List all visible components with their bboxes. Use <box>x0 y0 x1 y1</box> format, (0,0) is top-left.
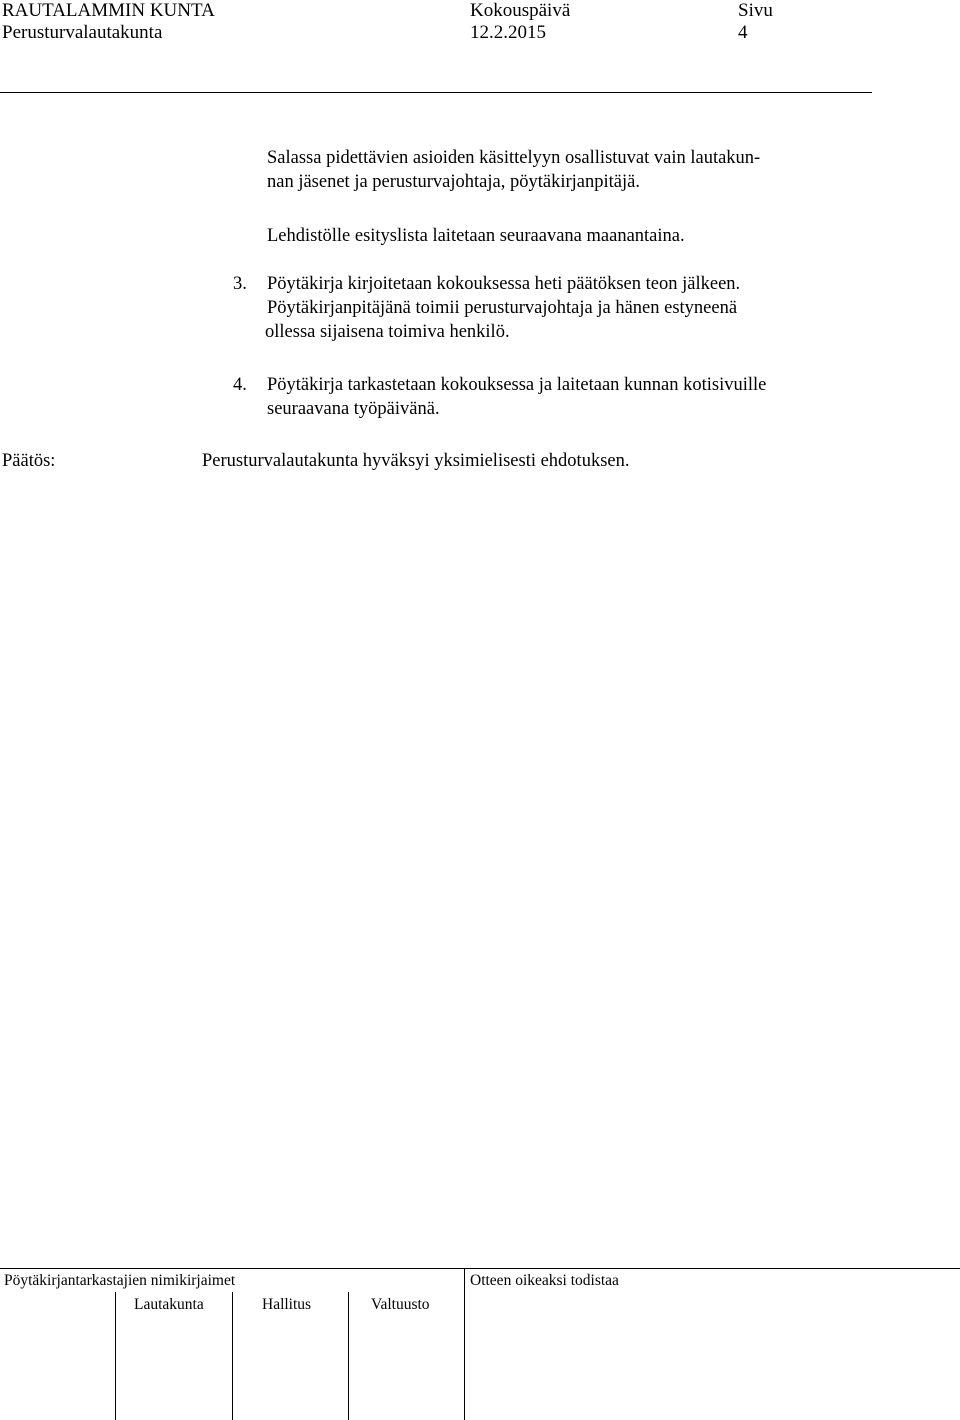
board-name: Perusturvalautakunta <box>2 22 163 43</box>
column-board: Lautakunta <box>134 1296 204 1313</box>
footer-divider-2 <box>232 1292 233 1420</box>
footer-divider-3 <box>348 1292 349 1420</box>
paragraph-1-line-2: nan jäsenet ja perusturvajohtaja, pöytäkirjanpitäjä. <box>267 172 640 192</box>
page-number-label: Sivu <box>738 0 773 21</box>
meeting-date-value: 12.2.2015 <box>470 22 546 43</box>
item-3-line-3: ollessa sijaisena toimiva henkilö. <box>265 322 510 342</box>
decision-label: Päätös: <box>2 451 56 471</box>
column-council: Valtuusto <box>371 1296 430 1313</box>
item-3-line-1: Pöytäkirja kirjoitetaan kokouksessa heti päätöksen teon jälkeen. <box>267 274 741 294</box>
item-4-line-1: Pöytäkirja tarkastetaan kokouksessa ja laitetaan kunnan kotisivuille <box>267 375 767 395</box>
column-government: Hallitus <box>262 1296 312 1313</box>
paragraph-1-line-1: Salassa pidettävien asioiden käsittelyyn osallistuvat vain lautakun- <box>267 148 761 168</box>
footer-top-rule <box>0 1268 960 1269</box>
org-name: RAUTALAMMIN KUNTA <box>2 0 215 21</box>
footer-divider-1 <box>115 1292 116 1420</box>
page-number-value: 4 <box>738 22 748 43</box>
header-divider <box>0 92 872 93</box>
decision-text: Perusturvalautakunta hyväksyi yksimielisesti ehdotuksen. <box>202 451 630 471</box>
item-4-number: 4. <box>233 375 247 395</box>
footer-divider-4 <box>464 1268 465 1420</box>
certify-label: Otteen oikeaksi todistaa <box>470 1272 619 1289</box>
item-3-number: 3. <box>233 274 247 294</box>
item-4-line-2: seuraavana työpäivänä. <box>267 399 440 419</box>
meeting-date-label: Kokouspäivä <box>470 0 571 21</box>
item-3-line-2: Pöytäkirjanpitäjänä toimii perusturvajohtaja ja hänen estyneenä <box>267 298 738 318</box>
signatures-label: Pöytäkirjantarkastajien nimikirjaimet <box>4 1272 236 1289</box>
paragraph-2: Lehdistölle esityslista laitetaan seuraavana maanantaina. <box>267 226 685 246</box>
